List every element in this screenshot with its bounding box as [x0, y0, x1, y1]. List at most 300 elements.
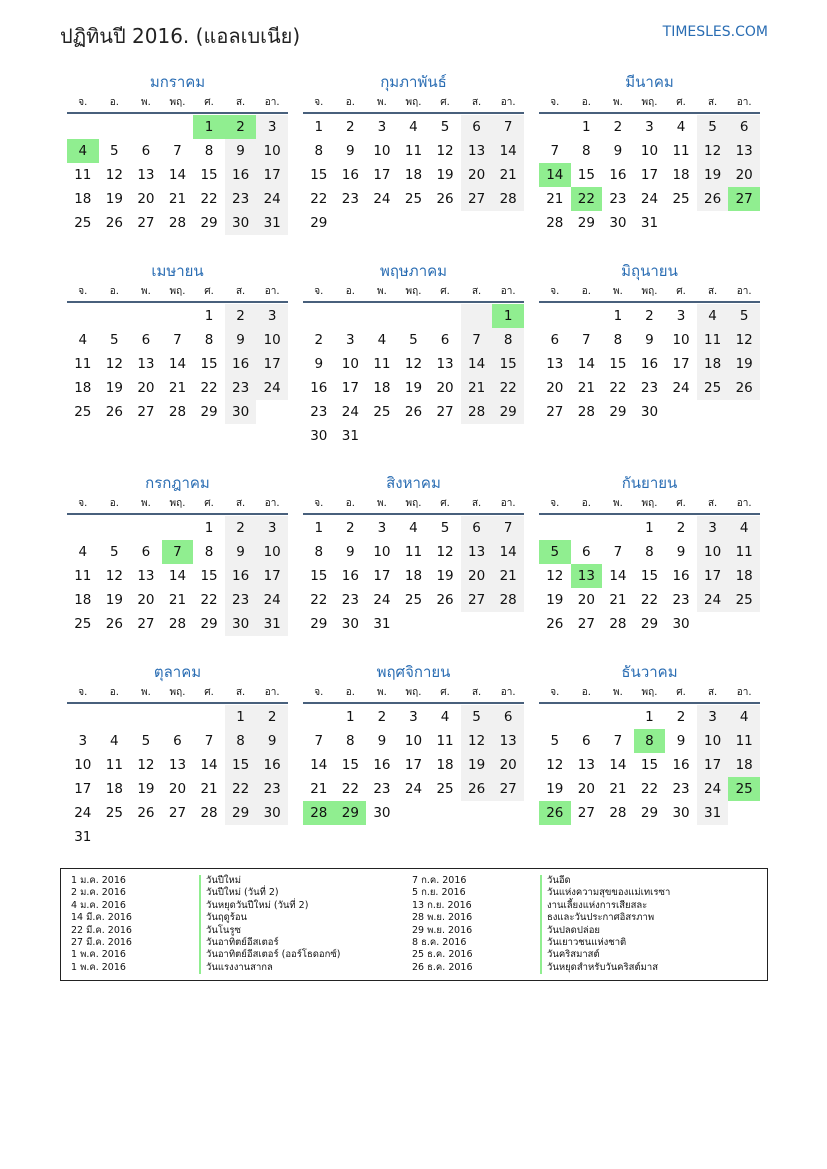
day-cell: 10	[697, 729, 729, 753]
weekday-label: พ.	[613, 97, 623, 108]
day-cell: 22	[200, 191, 218, 207]
weekday-label: พ.	[377, 97, 387, 108]
day-cell: 31	[697, 801, 729, 825]
weekday-label: พฤ.	[405, 687, 422, 698]
day-grid	[539, 115, 760, 235]
weekday-label: ส.	[471, 286, 482, 297]
weekday-label: จ.	[314, 97, 324, 108]
day-cell: 16	[609, 167, 627, 183]
day-cell: 31	[256, 612, 288, 636]
day-cell: 7	[173, 332, 182, 348]
day-cell: 26	[728, 376, 760, 400]
day-cell: 2	[346, 520, 355, 536]
day-cell: 30	[640, 404, 659, 420]
weekday-label: จ.	[314, 498, 324, 509]
day-cell: 21	[168, 592, 187, 608]
day-cell: 27	[577, 805, 595, 821]
month-calendar	[67, 260, 288, 424]
day-cell: 23	[256, 777, 288, 801]
empty-day-cell	[429, 304, 461, 328]
legend-date: 25 ธ.ค. 2016	[412, 949, 473, 961]
weekday-label: พ.	[141, 286, 151, 297]
day-cell: 9	[225, 139, 257, 163]
day-cell: 1	[645, 520, 654, 536]
weekday-label: พฤ.	[405, 498, 422, 509]
weekday-label: พ.	[613, 286, 623, 297]
day-cell: 15	[609, 356, 627, 372]
day-cell: 13	[571, 564, 603, 588]
day-cell: 4	[728, 705, 760, 729]
day-cell: 20	[577, 781, 595, 797]
empty-day-cell	[539, 115, 571, 139]
day-cell: 18	[728, 564, 760, 588]
day-cell: 7	[613, 733, 623, 749]
empty-day-cell	[728, 211, 760, 235]
day-cell: 26	[404, 404, 423, 420]
day-cell: 27	[461, 187, 493, 211]
weekday-label: ส.	[235, 286, 246, 297]
day-cell: 20	[461, 564, 493, 588]
legend-holiday-name: วันปีใหม่	[199, 875, 241, 887]
empty-day-cell	[335, 304, 367, 328]
day-cell: 16	[310, 380, 328, 396]
day-cell: 5	[539, 540, 571, 564]
day-cell: 27	[492, 777, 524, 801]
weekday-label: พ.	[613, 687, 623, 698]
day-cell: 23	[341, 592, 359, 608]
day-cell: 1	[204, 520, 214, 536]
day-cell: 4	[728, 516, 760, 540]
day-cell: 7	[314, 733, 324, 749]
day-cell: 13	[546, 356, 564, 372]
month-calendar	[303, 71, 524, 235]
weekday-label: ส.	[471, 687, 482, 698]
empty-day-cell	[492, 801, 524, 825]
weekday-header	[539, 494, 760, 515]
day-cell: 14	[310, 757, 328, 773]
day-cell: 12	[105, 568, 123, 584]
empty-day-cell	[398, 801, 430, 825]
day-cell: 19	[436, 568, 454, 584]
legend-date: 1 พ.ค. 2016	[71, 961, 126, 973]
day-cell: 22	[492, 376, 524, 400]
day-cell: 21	[310, 781, 328, 797]
empty-day-cell	[728, 801, 760, 825]
month-name: พฤศจิกายน	[376, 663, 451, 681]
empty-day-cell	[461, 424, 493, 448]
day-cell: 19	[105, 191, 123, 207]
day-cell: 18	[404, 568, 423, 584]
day-cell: 24	[640, 191, 659, 207]
day-cell: 28	[577, 404, 595, 420]
day-cell: 7	[550, 143, 560, 159]
day-cell: 9	[676, 733, 686, 749]
empty-day-cell	[162, 516, 194, 540]
weekday-label: อา.	[500, 687, 516, 698]
day-cell: 25	[672, 191, 690, 207]
day-cell: 10	[341, 356, 359, 372]
day-cell: 10	[373, 544, 391, 560]
empty-day-cell	[539, 516, 571, 540]
day-cell: 18	[74, 380, 92, 396]
day-cell: 30	[341, 616, 359, 632]
day-grid	[67, 516, 288, 636]
empty-day-cell	[67, 304, 99, 328]
day-cell: 15	[492, 352, 524, 376]
day-cell: 16	[225, 163, 257, 187]
day-cell: 25	[74, 616, 92, 632]
day-cell: 6	[492, 705, 524, 729]
day-cell: 3	[409, 709, 418, 725]
empty-day-cell	[303, 304, 335, 328]
legend-holiday-name: วันคริสมาสต์	[540, 949, 600, 961]
day-cell: 29	[640, 805, 659, 821]
weekday-label: พฤ.	[641, 97, 658, 108]
day-cell: 11	[74, 167, 92, 183]
day-cell: 13	[577, 757, 595, 773]
day-cell: 7	[492, 115, 524, 139]
empty-day-cell	[99, 516, 131, 540]
day-cell: 24	[697, 588, 729, 612]
day-cell: 11	[74, 568, 92, 584]
empty-day-cell	[602, 516, 634, 540]
day-cell: 19	[546, 592, 564, 608]
day-cell: 1	[492, 304, 524, 328]
day-cell: 11	[404, 544, 423, 560]
day-cell: 8	[204, 143, 214, 159]
day-cell: 10	[256, 139, 288, 163]
day-cell: 24	[256, 588, 288, 612]
day-cell: 15	[310, 167, 328, 183]
day-cell: 23	[341, 191, 359, 207]
day-cell: 9	[225, 540, 257, 564]
day-cell: 13	[137, 568, 155, 584]
month-name: มิถุนายน	[621, 262, 678, 280]
empty-day-cell	[571, 516, 603, 540]
empty-day-cell	[303, 705, 335, 729]
weekday-label: จ.	[314, 286, 324, 297]
day-cell: 11	[728, 540, 760, 564]
day-cell: 12	[697, 139, 729, 163]
day-cell: 30	[225, 211, 257, 235]
day-cell: 7	[461, 328, 493, 352]
day-cell: 18	[404, 167, 423, 183]
weekday-label: พ.	[141, 97, 151, 108]
day-cell: 6	[173, 733, 182, 749]
day-cell: 4	[409, 520, 418, 536]
day-cell: 2	[225, 304, 257, 328]
day-cell: 22	[640, 592, 659, 608]
empty-day-cell	[429, 211, 461, 235]
day-cell: 29	[200, 616, 218, 632]
day-cell: 4	[440, 709, 450, 725]
weekday-label: ส.	[471, 498, 482, 509]
empty-day-cell	[665, 211, 697, 235]
empty-day-cell	[130, 516, 162, 540]
day-cell: 24	[256, 187, 288, 211]
day-cell: 27	[137, 215, 155, 231]
empty-day-cell	[697, 400, 729, 424]
legend-holiday-name: วันอีด	[540, 875, 571, 887]
legend-holiday-name: วันอาทิตย์อีสเตอร์ (ออร์โธดอกซ์)	[199, 949, 341, 961]
empty-day-cell	[67, 705, 99, 729]
day-cell: 1	[645, 709, 654, 725]
day-cell: 28	[609, 805, 627, 821]
weekday-label: ศ.	[676, 498, 686, 509]
day-cell: 17	[672, 356, 690, 372]
day-cell: 16	[672, 568, 690, 584]
day-cell: 16	[256, 753, 288, 777]
legend-date: 22 มี.ค. 2016	[71, 924, 132, 936]
weekday-label: พฤ.	[169, 286, 186, 297]
day-cell: 22	[200, 380, 218, 396]
empty-day-cell	[256, 825, 288, 849]
day-cell: 21	[492, 564, 524, 588]
empty-day-cell	[162, 705, 194, 729]
weekday-label: พ.	[141, 498, 151, 509]
weekday-label: จ.	[550, 286, 560, 297]
empty-day-cell	[99, 705, 131, 729]
day-cell: 26	[436, 592, 454, 608]
day-cell: 18	[436, 757, 454, 773]
day-cell: 14	[577, 356, 595, 372]
day-cell: 11	[404, 143, 423, 159]
day-cell: 22	[310, 191, 328, 207]
day-cell: 4	[78, 544, 88, 560]
day-cell: 18	[728, 753, 760, 777]
day-cell: 16	[640, 356, 659, 372]
day-cell: 12	[546, 757, 564, 773]
day-cell: 6	[440, 332, 450, 348]
day-cell: 9	[377, 733, 387, 749]
day-cell: 2	[676, 520, 686, 536]
day-cell: 14	[492, 540, 524, 564]
day-cell: 28	[492, 588, 524, 612]
day-cell: 11	[728, 729, 760, 753]
day-cell: 14	[609, 757, 627, 773]
weekday-label: ส.	[235, 687, 246, 698]
weekday-label: จ.	[550, 498, 560, 509]
day-cell: 24	[373, 592, 391, 608]
weekday-label: อ.	[581, 498, 591, 509]
weekday-label: จ.	[314, 687, 324, 698]
day-cell: 27	[461, 588, 493, 612]
empty-day-cell	[366, 211, 398, 235]
page-title: ปฏิทินปี 2016. (แอลเบเนีย)	[60, 24, 301, 48]
day-cell: 8	[613, 332, 623, 348]
empty-day-cell	[429, 424, 461, 448]
day-cell: 23	[225, 588, 257, 612]
day-cell: 22	[200, 592, 218, 608]
day-cell: 6	[141, 332, 151, 348]
month-calendar	[67, 71, 288, 235]
day-cell: 11	[672, 143, 690, 159]
day-cell: 17	[640, 167, 659, 183]
day-cell: 26	[137, 805, 155, 821]
day-cell: 7	[204, 733, 214, 749]
day-cell: 25	[697, 376, 729, 400]
day-cell: 20	[436, 380, 454, 396]
day-cell: 30	[225, 612, 257, 636]
weekday-label: ศ.	[676, 687, 686, 698]
day-cell: 3	[256, 304, 288, 328]
day-cell: 28	[168, 215, 187, 231]
empty-day-cell	[571, 705, 603, 729]
day-cell: 4	[110, 733, 119, 749]
day-cell: 2	[613, 119, 623, 135]
day-cell: 5	[409, 332, 418, 348]
day-cell: 21	[168, 380, 187, 396]
day-cell: 5	[728, 304, 760, 328]
day-cell: 29	[200, 404, 218, 420]
weekday-header	[539, 282, 760, 303]
weekday-header	[303, 494, 524, 515]
weekday-label: พฤ.	[169, 687, 186, 698]
day-grid	[303, 516, 524, 636]
empty-day-cell	[429, 612, 461, 636]
weekday-label: พฤ.	[641, 687, 658, 698]
weekday-header	[539, 93, 760, 114]
day-cell: 12	[728, 328, 760, 352]
day-cell: 3	[645, 119, 654, 135]
day-cell: 27	[168, 805, 187, 821]
empty-day-cell	[99, 115, 131, 139]
day-cell: 21	[577, 380, 595, 396]
legend-holiday-name: วันปีใหม่ (วันที่ 2)	[199, 887, 279, 899]
day-cell: 4	[67, 139, 99, 163]
empty-day-cell	[728, 612, 760, 636]
legend-holiday-name: วันอาทิตย์อีสเตอร์	[199, 937, 279, 949]
day-cell: 9	[645, 332, 654, 348]
day-cell: 5	[461, 705, 493, 729]
site-link[interactable]: TIMESLES.COM	[662, 24, 768, 40]
weekday-header	[303, 93, 524, 114]
day-cell: 2	[676, 709, 686, 725]
day-cell: 21	[492, 163, 524, 187]
weekday-label: อ.	[581, 97, 591, 108]
day-cell: 18	[74, 191, 92, 207]
weekday-label: อ.	[581, 286, 591, 297]
day-cell: 13	[436, 356, 454, 372]
day-cell: 11	[697, 328, 729, 352]
day-cell: 16	[341, 167, 359, 183]
day-cell: 22	[571, 187, 603, 211]
day-cell: 27	[436, 404, 454, 420]
weekday-label: อา.	[736, 97, 752, 108]
legend-holiday-name: งานเลี้ยงแห่งการเสียสละ	[540, 900, 647, 912]
day-cell: 8	[634, 729, 666, 753]
day-cell: 12	[105, 356, 123, 372]
day-cell: 25	[74, 215, 92, 231]
weekday-label: อา.	[264, 286, 280, 297]
day-cell: 15	[200, 167, 218, 183]
day-cell: 23	[373, 781, 391, 797]
day-cell: 17	[697, 753, 729, 777]
day-cell: 15	[200, 356, 218, 372]
month-calendar	[539, 472, 760, 636]
weekday-label: ส.	[471, 97, 482, 108]
day-cell: 26	[461, 777, 493, 801]
day-cell: 26	[105, 616, 123, 632]
day-cell: 5	[697, 115, 729, 139]
day-cell: 13	[461, 540, 493, 564]
day-cell: 29	[225, 801, 257, 825]
day-cell: 10	[672, 332, 690, 348]
legend-date: 1 ม.ค. 2016	[71, 875, 126, 886]
empty-day-cell	[162, 115, 194, 139]
legend-date: 7 ก.ค. 2016	[412, 875, 467, 886]
weekday-label: จ.	[78, 97, 88, 108]
legend-date: 14 มี.ค. 2016	[71, 912, 132, 924]
weekday-label: อ.	[345, 498, 355, 509]
legend-date: 27 มี.ค. 2016	[71, 937, 132, 948]
month-calendar	[539, 661, 760, 825]
day-cell: 23	[672, 781, 690, 797]
day-cell: 30	[373, 805, 391, 821]
month-name: พฤษภาคม	[379, 262, 448, 280]
month-name: กรกฎาคม	[145, 474, 210, 492]
day-cell: 19	[105, 592, 123, 608]
day-grid	[539, 705, 760, 825]
day-cell: 12	[404, 356, 423, 372]
day-cell: 4	[377, 332, 387, 348]
weekday-label: พ.	[141, 687, 151, 698]
empty-day-cell	[398, 612, 430, 636]
legend-holiday-name: วันปลดปล่อย	[540, 925, 600, 937]
weekday-header	[303, 282, 524, 303]
empty-day-cell	[492, 612, 524, 636]
empty-day-cell	[697, 211, 729, 235]
weekday-header	[67, 494, 288, 515]
weekday-label: อ.	[581, 687, 591, 698]
day-cell: 8	[314, 143, 324, 159]
weekday-label: ส.	[707, 687, 718, 698]
legend-holiday-name: วันเยาวชนแห่งชาติ	[540, 937, 626, 949]
day-cell: 4	[697, 304, 729, 328]
day-cell: 3	[78, 733, 88, 749]
day-cell: 31	[640, 215, 659, 231]
weekday-header	[67, 282, 288, 303]
day-cell: 14	[492, 139, 524, 163]
day-cell: 25	[728, 588, 760, 612]
weekday-label: ศ.	[440, 286, 450, 297]
day-cell: 21	[546, 191, 564, 207]
legend-date: 2 ม.ค. 2016	[71, 887, 126, 899]
day-cell: 25	[728, 777, 760, 801]
empty-day-cell	[130, 115, 162, 139]
day-cell: 5	[141, 733, 151, 749]
empty-day-cell	[130, 705, 162, 729]
day-cell: 15	[225, 753, 257, 777]
empty-day-cell	[697, 612, 729, 636]
empty-day-cell	[461, 211, 493, 235]
day-cell: 14	[168, 356, 187, 372]
legend-date: 4 ม.ค. 2016	[71, 899, 126, 911]
day-cell: 19	[105, 380, 123, 396]
day-cell: 5	[110, 143, 119, 159]
day-cell: 20	[546, 380, 564, 396]
legend-holiday-name: วันโนรูซ	[199, 925, 241, 937]
day-cell: 23	[225, 376, 257, 400]
empty-day-cell	[67, 115, 99, 139]
day-cell: 28	[492, 187, 524, 211]
day-cell: 3	[697, 516, 729, 540]
day-cell: 24	[373, 191, 391, 207]
legend-holiday-name: วันแห่งความสุขของแม่เทเรซา	[540, 887, 670, 899]
day-cell: 24	[74, 805, 92, 821]
day-cell: 12	[461, 729, 493, 753]
empty-day-cell	[539, 304, 571, 328]
